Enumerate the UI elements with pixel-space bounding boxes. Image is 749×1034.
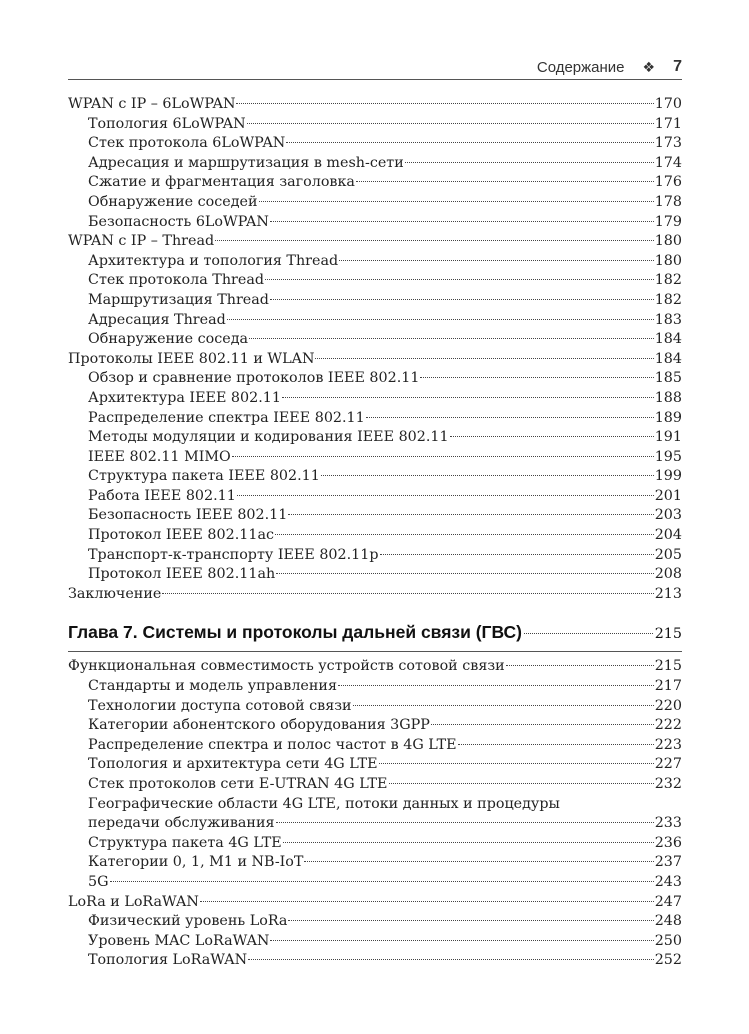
toc-entry-page: 176: [654, 174, 682, 191]
dot-leader: [270, 299, 654, 300]
dot-leader: [276, 822, 654, 823]
toc-entry-page: 182: [654, 272, 682, 289]
toc-entry-title: Стек протокола Thread: [88, 272, 265, 289]
dot-leader: [458, 744, 654, 745]
toc-entry-title: Архитектура и топология Thread: [88, 252, 339, 269]
toc-entry-page: 236: [654, 834, 682, 851]
toc-entry-title: Протоколы IEEE 802.11 и WLAN: [68, 350, 315, 367]
toc-entry[interactable]: [68, 697, 682, 717]
toc-entry-page: 173: [654, 135, 682, 152]
toc-entry-title: Распределение спектра и полос частот в 4G LTE: [88, 736, 457, 753]
toc-entry[interactable]: [68, 487, 682, 507]
toc-entry[interactable]: [68, 350, 682, 370]
toc-entry[interactable]: [68, 546, 682, 566]
toc-entry-title: Сжатие и фрагментация заголовка: [88, 174, 355, 191]
dot-leader: [321, 475, 654, 476]
toc-entry-title: Обнаружение соседа: [88, 331, 249, 348]
toc-entry-title: Стек протоколов сети E-UTRAN 4G LTE: [88, 776, 388, 792]
toc-entry-title: Физический уровень LoRa: [88, 913, 288, 930]
toc-entry[interactable]: [68, 115, 682, 135]
dot-leader: [276, 573, 654, 574]
toc-entry[interactable]: [68, 213, 682, 233]
toc-entry-page: 201: [654, 487, 682, 504]
toc-entry-page: 213: [654, 585, 682, 602]
toc-entry-page: 220: [654, 697, 682, 714]
dot-leader: [283, 842, 654, 843]
toc-entry-title: Обнаружение соседей: [88, 193, 258, 210]
dot-leader: [237, 495, 654, 496]
toc-entry-page: 232: [654, 776, 682, 792]
toc-entry[interactable]: [68, 951, 682, 971]
toc-entry[interactable]: [68, 853, 682, 873]
dot-leader: [227, 319, 654, 320]
toc-entry-title: WPAN с IP – Thread: [68, 233, 215, 250]
toc-entry[interactable]: [68, 565, 682, 585]
dot-leader: [356, 181, 654, 182]
header-ornament-icon: ❖: [642, 58, 656, 75]
chapter-title: Глава 7. Системы и протоколы дальней связи (ГВС): [68, 622, 522, 643]
chapter-page: 215: [654, 626, 682, 643]
header-rule: [68, 79, 682, 80]
toc-entry-page: 184: [654, 331, 682, 348]
toc-section-top: [68, 95, 682, 604]
toc-entry-page: 204: [654, 527, 682, 544]
toc-entry-title: IEEE 802.11 MIMO: [88, 448, 231, 465]
toc-entry-page: 243: [654, 873, 682, 890]
dot-leader: [431, 724, 654, 725]
dot-leader: [110, 881, 654, 882]
toc-entry-page: 191: [654, 429, 682, 446]
dot-leader: [248, 959, 654, 960]
toc-entry[interactable]: [68, 467, 682, 487]
toc-section-bottom: [68, 657, 682, 971]
toc-entry[interactable]: [68, 232, 682, 252]
toc-entry-page: 205: [654, 546, 682, 563]
page-number: 7: [673, 58, 682, 75]
toc-entry-page: 222: [654, 717, 682, 734]
dot-leader: [506, 665, 654, 666]
toc-entry[interactable]: [68, 252, 682, 272]
toc-entry-title: Категории абонентского оборудования 3GPP: [88, 717, 430, 734]
toc-entry-title: Топология LoRaWAN: [88, 952, 248, 969]
toc-entry-page: 217: [654, 678, 682, 695]
toc-entry-page: 178: [654, 193, 682, 210]
toc-entry[interactable]: [68, 526, 682, 546]
dot-leader: [275, 534, 654, 535]
toc-entry[interactable]: [68, 873, 682, 893]
dot-leader: [420, 377, 653, 378]
toc-entry-title: Маршрутизация Thread: [88, 291, 269, 308]
running-header: [68, 54, 682, 80]
dot-leader: [270, 940, 653, 941]
dot-leader: [379, 763, 654, 764]
dot-leader: [282, 397, 654, 398]
toc-entry-page: 171: [654, 115, 682, 132]
toc-entry-page: 174: [654, 154, 682, 171]
toc-entry-title: Технологии доступа сотовой связи: [88, 697, 352, 714]
toc-entry-page: 185: [654, 370, 682, 387]
toc-entry-page: 247: [654, 893, 682, 910]
dot-leader: [270, 221, 654, 222]
dot-leader: [265, 279, 654, 280]
toc-entry[interactable]: [68, 736, 682, 756]
toc-entry[interactable]: [68, 291, 682, 311]
toc-entry-page: 184: [654, 350, 682, 367]
dot-leader: [286, 142, 653, 143]
toc-entry[interactable]: [68, 795, 682, 834]
toc-entry-title: Категории 0, 1, M1 и NB-IoT: [88, 854, 304, 871]
toc-entry-page: 252: [654, 952, 682, 969]
toc-entry[interactable]: [68, 173, 682, 193]
toc-entry-title: Структура пакета IEEE 802.11: [88, 468, 320, 485]
toc-entry-title: Распределение спектра IEEE 802.11: [88, 409, 365, 426]
toc-entry-title: Архитектура IEEE 802.11: [88, 389, 281, 406]
toc-entry-title: 5G: [88, 873, 109, 890]
toc-entry-title: Топология 6LoWPAN: [88, 115, 246, 132]
dot-leader: [232, 456, 654, 457]
toc-entry-page: 179: [654, 213, 682, 230]
toc-entry-title: Структура пакета 4G LTE: [88, 834, 282, 851]
dot-leader: [215, 240, 654, 241]
toc-entry-page: 182: [654, 291, 682, 308]
toc-entry[interactable]: [68, 311, 682, 331]
toc-entry-title: Стандарты и модель управления: [88, 678, 337, 695]
toc-entry-title: Адресация и маршрутизация в mesh-сети: [88, 154, 404, 171]
toc-entry-page: 188: [654, 389, 682, 406]
dot-leader: [339, 260, 654, 261]
toc-entry-page: 233: [654, 815, 682, 832]
toc-entry-title: Работа IEEE 802.11: [88, 487, 236, 504]
dot-leader: [236, 103, 653, 104]
toc-entry-page: 208: [654, 566, 682, 583]
toc-entry[interactable]: [68, 409, 682, 429]
toc-entry-page: 183: [654, 311, 682, 328]
toc-entry[interactable]: [68, 154, 682, 174]
dot-leader: [524, 633, 653, 634]
toc-entry-continuation: [88, 814, 682, 834]
toc-entry[interactable]: [68, 330, 682, 350]
toc-entry-page: 227: [654, 756, 682, 773]
toc-entry[interactable]: [68, 428, 682, 448]
header-title: Содержание: [536, 58, 625, 76]
toc-entry-title: Безопасность IEEE 802.11: [88, 507, 288, 524]
toc-entry[interactable]: [68, 448, 682, 468]
chapter-heading[interactable]: [68, 622, 682, 652]
toc-entry[interactable]: [68, 834, 682, 854]
dot-leader: [200, 901, 654, 902]
toc-entry[interactable]: [68, 95, 682, 115]
toc-entry-title: Обзор и сравнение протоколов IEEE 802.11: [88, 370, 420, 387]
dot-leader: [304, 861, 653, 862]
dot-leader: [162, 593, 653, 594]
toc-entry-title: Заключение: [68, 585, 162, 602]
toc-entry-page: 237: [654, 854, 682, 871]
dot-leader: [259, 201, 654, 202]
dot-leader: [380, 554, 654, 555]
dot-leader: [288, 514, 653, 515]
dot-leader: [315, 358, 653, 359]
toc-entry[interactable]: [68, 932, 682, 952]
toc-entry[interactable]: [68, 912, 682, 932]
toc-entry-page: 180: [654, 233, 682, 250]
toc-entry-page: 195: [654, 448, 682, 465]
dot-leader: [353, 705, 654, 706]
toc-entry[interactable]: [68, 716, 682, 736]
toc-entry-page: 223: [654, 736, 682, 753]
toc-entry[interactable]: [68, 775, 682, 795]
toc-entry[interactable]: [68, 369, 682, 389]
toc-entry-title: WPAN с IP – 6LoWPAN: [68, 96, 236, 112]
dot-leader: [288, 920, 653, 921]
dot-leader: [366, 417, 654, 418]
dot-leader: [338, 685, 654, 686]
toc-entry-title: Транспорт-к-транспорту IEEE 802.11p: [88, 546, 379, 563]
toc-entry-title: Стек протокола 6LoWPAN: [88, 135, 286, 152]
toc-entry-title: LoRa и LoRaWAN: [68, 893, 199, 910]
toc-entry-page: 203: [654, 507, 682, 524]
dot-leader: [249, 338, 654, 339]
toc-entry[interactable]: [68, 271, 682, 291]
toc-entry-page: 250: [654, 932, 682, 949]
toc-entry-page: 248: [654, 913, 682, 930]
toc-entry[interactable]: [68, 389, 682, 409]
toc-entry[interactable]: [68, 585, 682, 605]
dot-leader: [389, 783, 654, 784]
toc-entry-page: 189: [654, 409, 682, 426]
table-of-contents: [68, 95, 682, 971]
toc-entry[interactable]: [68, 893, 682, 913]
toc-entry-title-cont: передачи обслуживания: [88, 815, 275, 832]
toc-entry-page: 180: [654, 252, 682, 269]
toc-entry-title: Уровень MAC LoRaWAN: [88, 932, 270, 949]
dot-leader: [450, 436, 654, 437]
toc-entry-page: 199: [654, 468, 682, 485]
toc-entry-title: Адресация Thread: [88, 311, 226, 328]
toc-entry-title: Функциональная совместимость устройств сотовой связи: [68, 658, 505, 675]
toc-entry-title: Топология и архитектура сети 4G LTE: [88, 756, 378, 773]
toc-entry[interactable]: [68, 677, 682, 697]
toc-entry[interactable]: [68, 193, 682, 213]
toc-entry[interactable]: [68, 134, 682, 154]
dot-leader: [247, 123, 654, 124]
toc-entry-title: Протокол IEEE 802.11ah: [88, 566, 276, 583]
toc-entry-page: 215: [654, 658, 682, 675]
toc-entry[interactable]: [68, 657, 682, 677]
toc-entry-title: Протокол IEEE 802.11ac: [88, 527, 274, 544]
toc-entry-title: Безопасность 6LoWPAN: [88, 213, 269, 230]
toc-entry-title: Географические области 4G LTE, потоки данных и процедуры: [88, 795, 560, 812]
toc-entry-title: Методы модуляции и кодирования IEEE 802.11: [88, 429, 449, 446]
toc-entry[interactable]: [68, 755, 682, 775]
toc-entry[interactable]: [68, 506, 682, 526]
toc-entry-page: 170: [654, 96, 682, 112]
dot-leader: [405, 162, 654, 163]
